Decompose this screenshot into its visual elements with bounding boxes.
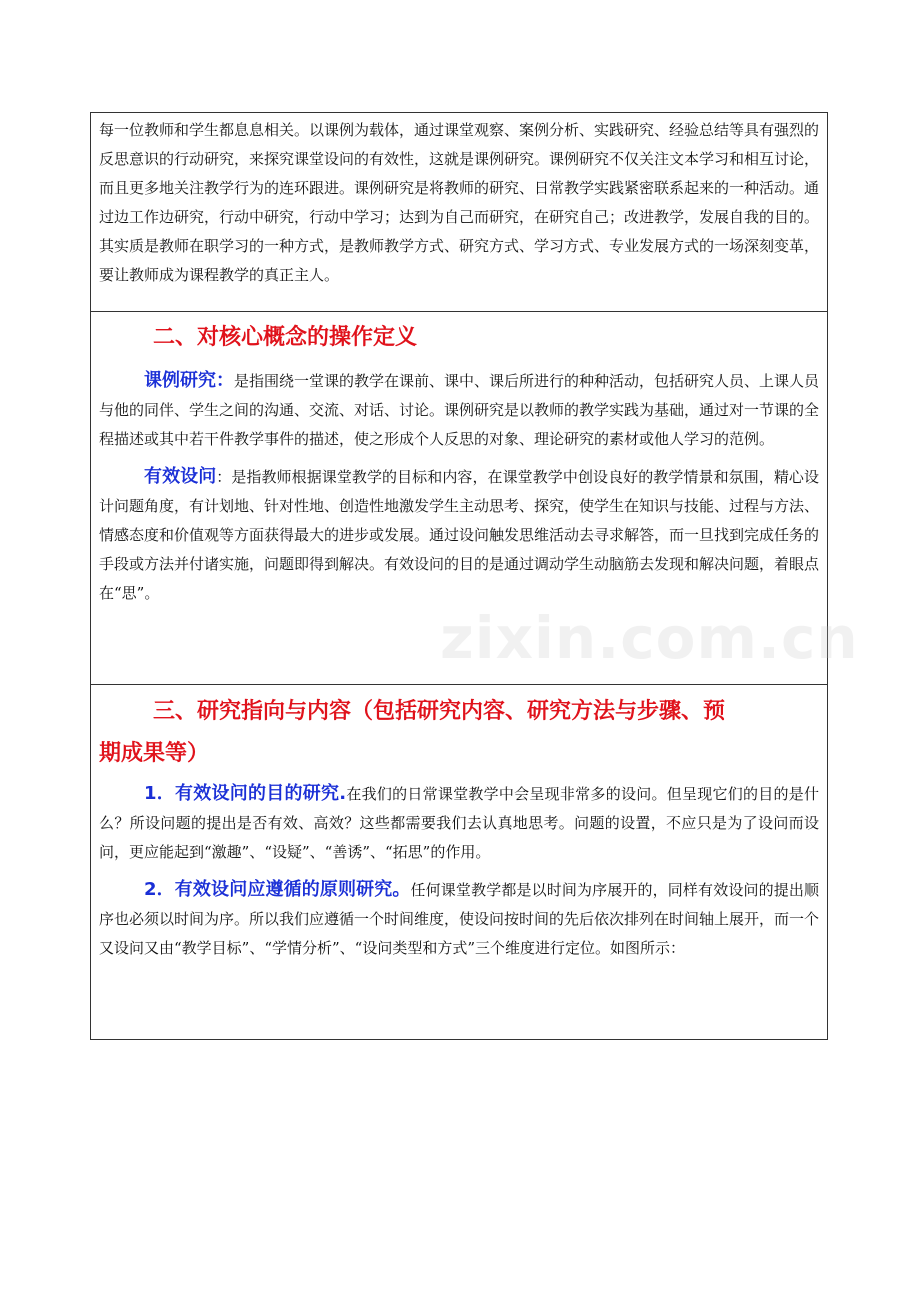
definitions-cell [91, 312, 827, 685]
term-effective-questioning: 有效设问 [144, 466, 217, 487]
term-principles-research: 2．有效设问应遵循的原则研究。 [144, 879, 411, 900]
definition-effective-questioning-text: ：是指教师根据课堂教学的目标和内容，在课堂教学中创设良好的教学情景和氛围，精心设计问题角度，有计划地、针对性地、创造性地激发学生主动思考、探究，使学生在知识与技能、过程与方法、情感态度和价值观等方面获得最大的进步或发展。通过设问触发思维活动去寻求解答，而一旦找到完成任务的手段或方法并付诸实施，问题即得到解决。有效设问的目的是通过调动学生动脑筋去发现和解决问题，着眼点在“思”。 [99, 468, 820, 602]
definition-effective-questioning [99, 462, 819, 608]
term-purpose-research: 1．有效设问的目的研究. [144, 783, 347, 804]
document-table [90, 112, 828, 1040]
section-heading-definitions: 二、对核心概念的操作定义 [153, 325, 418, 350]
section-heading-research-line2: 期成果等） [99, 741, 210, 766]
intro-paragraph: 每一位教师和学生都息息相关。以课例为载体，通过课堂观察、案例分析、实践研究、经验总结等具有强烈的反思意识的行动研究，来探究课堂设问的有效性，这就是课例研究。课例研究不仅关注文本学习和相互讨论，而且更多地关注教学行为的连环跟进。课例研究是将教师的研究、日常教学实践紧密联系起来的一种活动。通过边工作边研究，行动中研究，行动中学习；达到为自己而研究，在研究自己；改进教学，发展自我的目的。其实质是教师在职学习的一种方式，是教师教学方式、研究方式、学习方式、专业发展方式的一场深刻变革，要让教师成为课程教学的真正主人。 [99, 121, 820, 284]
research-item-purpose-text: 在我们的日常课堂教学中会呈现非常多的设问。但呈现它们的目的是什么？所设问题的提出是否有效、高效？这些都需要我们去认真地思考。问题的设置，不应只是为了设问而设问，更应能起到“激趣”、“设疑”、“善诱”、“拓思”的作用。 [99, 785, 819, 861]
watermark: zixin.com.cn [440, 604, 859, 672]
intro-cell [91, 113, 827, 312]
section-heading-research [99, 691, 819, 775]
research-item-principles [99, 875, 819, 963]
term-case-study: 课例研究： [144, 370, 234, 391]
definition-case-study-text: 是指围绕一堂课的教学在课前、课中、课后所进行的种种活动，包括研究人员、上课人员与他的同伴、学生之间的沟通、交流、对话、讨论。课例研究是以教师的教学实践为基础，通过对一节课的全程描述或其中若干件教学事件的描述，使之形成个人反思的对象、理论研究的素材或他人学习的范例。 [99, 372, 820, 448]
research-cell [91, 685, 827, 1039]
research-item-principles-text: 任何课堂教学都是以时间为序展开的，同样有效设问的提出顺序也必须以时间为序。所以我们应遵循一个时间维度，使设问按时间的先后依次排列在时间轴上展开，而一个又设问又由“教学目标”、“学情分析”、“设问类型和方式”三个维度进行定位。如图所示： [99, 881, 820, 957]
research-item-purpose [99, 779, 819, 867]
section-heading-research-line1: 三、研究指向与内容（包括研究内容、研究方法与步骤、预 [153, 699, 726, 724]
definition-case-study [99, 366, 819, 454]
